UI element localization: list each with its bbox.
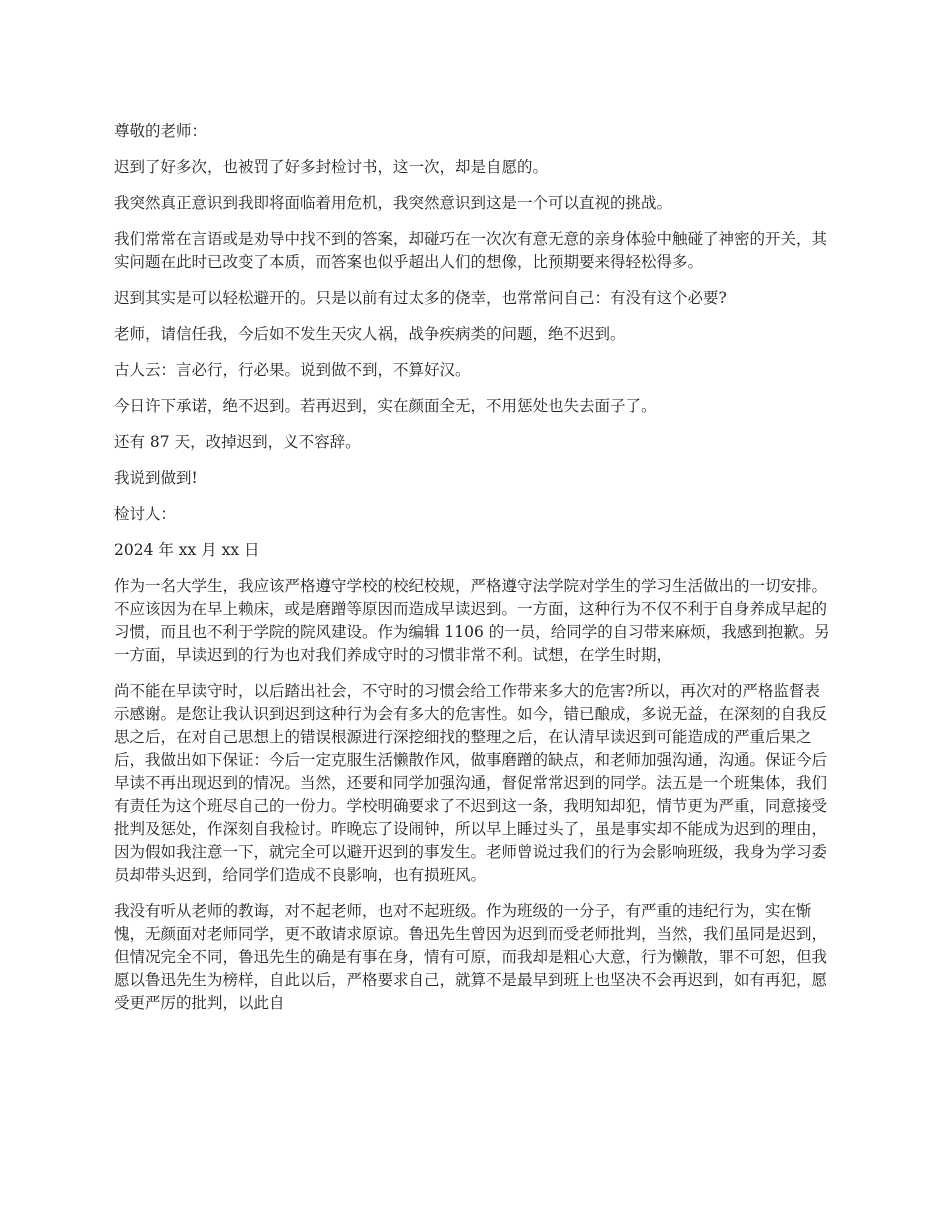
paragraph: 今日许下承诺，绝不迟到。若再迟到，实在颜面全无，不用惩处也失去面子了。 [114, 397, 657, 415]
paragraph: 还有 87 天，改掉迟到，义不容辞。 [114, 433, 361, 451]
paragraph: 我说到做到! [114, 469, 198, 487]
salutation: 尊敬的老师： [114, 122, 208, 140]
paragraph: 老师，请信任我，今后如不发生天灾人祸，战争疾病类的问题，绝不迟到。 [114, 325, 626, 343]
paragraph: 古人云：言必行，行必果。说到做不到，不算好汉。 [114, 361, 471, 379]
date-line: 2024 年 xx 月 xx 日 [114, 541, 260, 559]
paragraph: 迟到了好多次，也被罚了好多封检讨书，这一次，却是自愿的。 [114, 158, 549, 176]
paragraph: 我们常常在言语或是劝导中找不到的答案，却碰巧在一次次有意无意的亲身体验中触碰了神密的开关，其实问题在此时已改变了本质，而答案也似乎超出人们的想像，比预期要来得轻松得多。 [114, 230, 828, 271]
paragraph: 迟到其实是可以轻松避开的。只是以前有过太多的侥幸，也常常问自己：有没有这个必要? [114, 289, 727, 307]
paragraph: 我突然真正意识到我即将面临着用危机，我突然意识到这是一个可以直视的挑战。 [114, 194, 673, 212]
paragraph: 我没有听从老师的教诲，对不起老师，也对不起班级。作为班级的一分子，有严重的违纪行为，实在惭愧，无颜面对老师同学，更不敢请求原谅。鲁迅先生曾因为迟到而受老师批判，当然，我们虽同是迟到，但情况完全不同，鲁迅先生的确是有事在身，情有可原，而我却是粗心大意，行为懒散，罪不可恕，但我愿以鲁迅先生为榜样，自此以后，严格要求自己，就算不是最早到班上也坚决不会再迟到，如有再犯，愿受更严厉的批判，以此自 [114, 902, 828, 1012]
signature-label: 检讨人： [114, 505, 177, 523]
paragraph: 作为一名大学生，我应该严格遵守学校的校纪校规，严格遵守法学院对学生的学习生活做出的一切安排。不应该因为在早上赖床，或是磨蹭等原因而造成早读迟到。一方面，这种行为不仅不利于自身养成早起的习惯，而且也不利于学院的院风建设。作为编辑 1106 的一员，给同学的自习带来麻烦，我感到抱歉。另一方面，早读迟到的行为也对我们养成守时的习惯非常不利。试想，在学生时期， [114, 577, 830, 664]
document-body [114, 120, 834, 1028]
paragraph: 尚不能在早读守时，以后踏出社会，不守时的习惯会给工作带来多大的危害?所以，再次对的严格监督表示感谢。是您让我认识到迟到这种行为会有多大的危害性。如今，错已酿成，多说无益，在深刻的自我反思之后，在对自己思想上的错误根源进行深挖细找的整理之后，在认清早读迟到可能造成的严重后果之后，我做出如下保证：今后一定克服生活懒散作风，做事磨蹭的缺点，和老师加强沟通，沟通。保证今后早读不再出现迟到的情况。当然，还要和同学加强沟通，督促常常迟到的同学。法五是一个班集体，我们有责任为这个班尽自己的一份力。学校明确要求了不迟到这一条，我明知却犯，情节更为严重，同意接受批判及惩处，作深刻自我检讨。昨晚忘了设闹钟，所以早上睡过头了，虽是事实却不能成为迟到的理由，因为假如我注意一下，就完全可以避开迟到的事发生。老师曾说过我们的行为会影响班级，我身为学习委员却带头迟到，给同学们造成不良影响，也有损班风。 [114, 682, 828, 884]
